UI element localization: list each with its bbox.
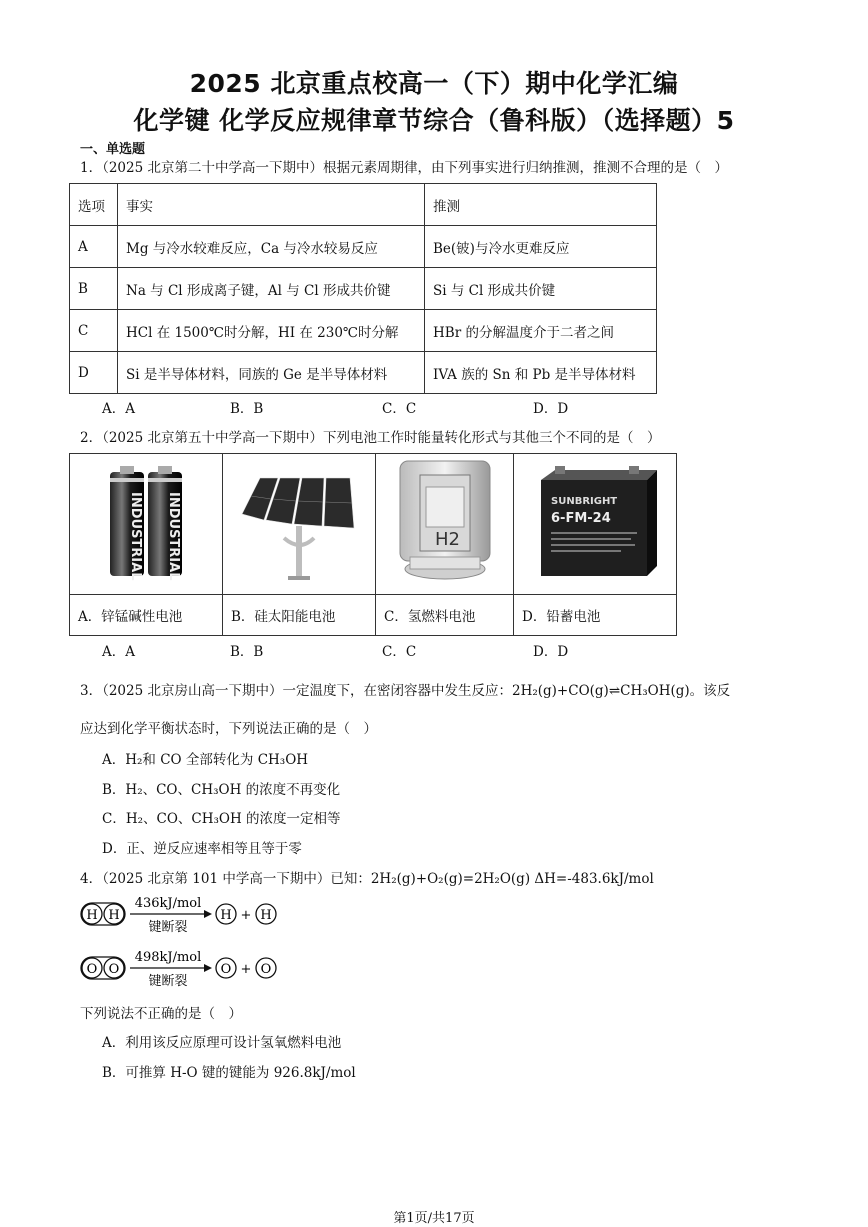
table-header-cell: 推测 bbox=[425, 184, 657, 226]
solar-panel-image bbox=[223, 454, 376, 595]
lead-battery-brand: SUNBRIGHT bbox=[551, 496, 618, 507]
table-row bbox=[70, 310, 657, 352]
o-atom-label: O bbox=[220, 962, 232, 977]
plus-sign: + bbox=[240, 908, 252, 923]
table-cell: Mg 与冷水较难反应，Ca 与冷水较易反应 bbox=[118, 226, 425, 268]
q2-stem: 2．（2025 北京第五十中学高一下期中）下列电池工作时能量转化形式与其他三个不同的是（ ） bbox=[80, 430, 661, 446]
doc-title-line2: 化学键 化学反应规律章节综合（鲁科版）（选择题）5 bbox=[133, 106, 735, 135]
h-atom-label: H bbox=[220, 908, 232, 923]
q2-option-b: B．B bbox=[230, 644, 264, 660]
table-cell: Be(铍)与冷水更难反应 bbox=[425, 226, 657, 268]
fuel-cell-mark: H2 bbox=[434, 529, 460, 550]
table-header-cell: 选项 bbox=[70, 184, 118, 226]
table-row bbox=[70, 352, 657, 394]
h-atom-label: H bbox=[86, 908, 98, 923]
q3-stem-line1: 3．（2025 北京房山高一下期中）一定温度下，在密闭容器中发生反应：2H₂(g)+CO(g)⇌CH₃OH(g)。该反 bbox=[80, 683, 731, 699]
doc-title-line1: 2025 北京重点校高一（下）期中化学汇编 bbox=[189, 69, 679, 98]
q4-prompt: 下列说法不正确的是（ ） bbox=[80, 1006, 242, 1022]
q2-option-d: D．D bbox=[533, 644, 569, 660]
alkaline-battery-image bbox=[70, 454, 223, 595]
q2-option-c: C．C bbox=[382, 644, 417, 660]
table-cell: Si 与 Cl 形成共价键 bbox=[425, 268, 657, 310]
h2-bond-break-diagram bbox=[80, 892, 300, 936]
q3-option-d: D．正、逆反应速率相等且等于零 bbox=[102, 841, 302, 857]
table-row bbox=[70, 268, 657, 310]
o-atom-label: O bbox=[108, 962, 120, 977]
q1-option-b: B．B bbox=[230, 401, 264, 417]
battery-brand-text-right: INDUSTRIAL bbox=[166, 492, 181, 581]
table-cell: B．硅太阳能电池 bbox=[223, 595, 376, 636]
table-cell: IVA 族的 Sn 和 Pb 是半导体材料 bbox=[425, 352, 657, 394]
o-atom-label: O bbox=[260, 962, 272, 977]
q3-stem-line2: 应达到化学平衡状态时，下列说法正确的是（ ） bbox=[80, 721, 377, 737]
q1-option-c: C．C bbox=[382, 401, 417, 417]
table-cell: HBr 的分解温度介于二者之间 bbox=[425, 310, 657, 352]
table-cell: C．氢燃料电池 bbox=[376, 595, 514, 636]
q4-option-b: B．可推算 H-O 键的键能为 926.8kJ/mol bbox=[102, 1065, 356, 1081]
table-cell: Na 与 Cl 形成离子键，Al 与 Cl 形成共价键 bbox=[118, 268, 425, 310]
h-atom-label: H bbox=[260, 908, 272, 923]
battery-brand-text-left: INDUSTRIAL bbox=[128, 492, 143, 581]
q1-table bbox=[69, 183, 657, 394]
o2-bond-energy: 498kJ/mol bbox=[134, 950, 202, 965]
table-cell: Si 是半导体材料，同族的 Ge 是半导体材料 bbox=[118, 352, 425, 394]
q1-option-d: D．D bbox=[533, 401, 569, 417]
table-cell: A bbox=[70, 226, 118, 268]
table-header-cell: 事实 bbox=[118, 184, 425, 226]
table-row bbox=[70, 595, 677, 636]
table-row bbox=[70, 226, 657, 268]
table-cell: D bbox=[70, 352, 118, 394]
o2-bond-break-label: 键断裂 bbox=[148, 974, 188, 989]
plus-sign: + bbox=[240, 962, 252, 977]
q4-stem: 4．（2025 北京第 101 中学高一下期中）已知：2H₂(g)+O₂(g)=2H₂O(g) ΔH=-483.6kJ/mol bbox=[80, 871, 654, 887]
q3-option-b: B．H₂、CO、CH₃OH 的浓度不再变化 bbox=[102, 782, 341, 798]
table-cell: A．锌锰碱性电池 bbox=[70, 595, 223, 636]
hydrogen-fuel-cell-image bbox=[376, 454, 514, 595]
q3-option-c: C．H₂、CO、CH₃OH 的浓度一定相等 bbox=[102, 811, 341, 827]
lead-acid-battery-image bbox=[514, 454, 677, 595]
page-footer: 第1页/共17页 bbox=[393, 1211, 475, 1226]
lead-battery-model: 6-FM-24 bbox=[551, 511, 611, 526]
q2-option-a: A．A bbox=[102, 644, 135, 660]
o2-bond-break-diagram bbox=[80, 946, 300, 990]
table-row bbox=[70, 184, 657, 226]
table-cell: D．铅蓄电池 bbox=[514, 595, 677, 636]
table-cell: HCl 在 1500℃时分解，HI 在 230℃时分解 bbox=[118, 310, 425, 352]
h2-bond-energy: 436kJ/mol bbox=[134, 896, 202, 911]
q2-table bbox=[69, 453, 677, 636]
q3-option-a: A．H₂和 CO 全部转化为 CH₃OH bbox=[102, 752, 309, 768]
q1-stem: 1．（2025 北京第二十中学高一下期中）根据元素周期律，由下列事实进行归纳推测，推测不合理的是（ ） bbox=[80, 160, 728, 176]
q1-option-a: A．A bbox=[102, 401, 135, 417]
o-atom-label: O bbox=[86, 962, 98, 977]
section-heading: 一、单选题 bbox=[80, 142, 146, 157]
h2-bond-break-label: 键断裂 bbox=[148, 920, 188, 935]
q4-option-a: A．利用该反应原理可设计氢氧燃料电池 bbox=[102, 1035, 342, 1051]
table-cell: B bbox=[70, 268, 118, 310]
table-row bbox=[70, 454, 677, 595]
h-atom-label: H bbox=[108, 908, 120, 923]
table-cell: C bbox=[70, 310, 118, 352]
